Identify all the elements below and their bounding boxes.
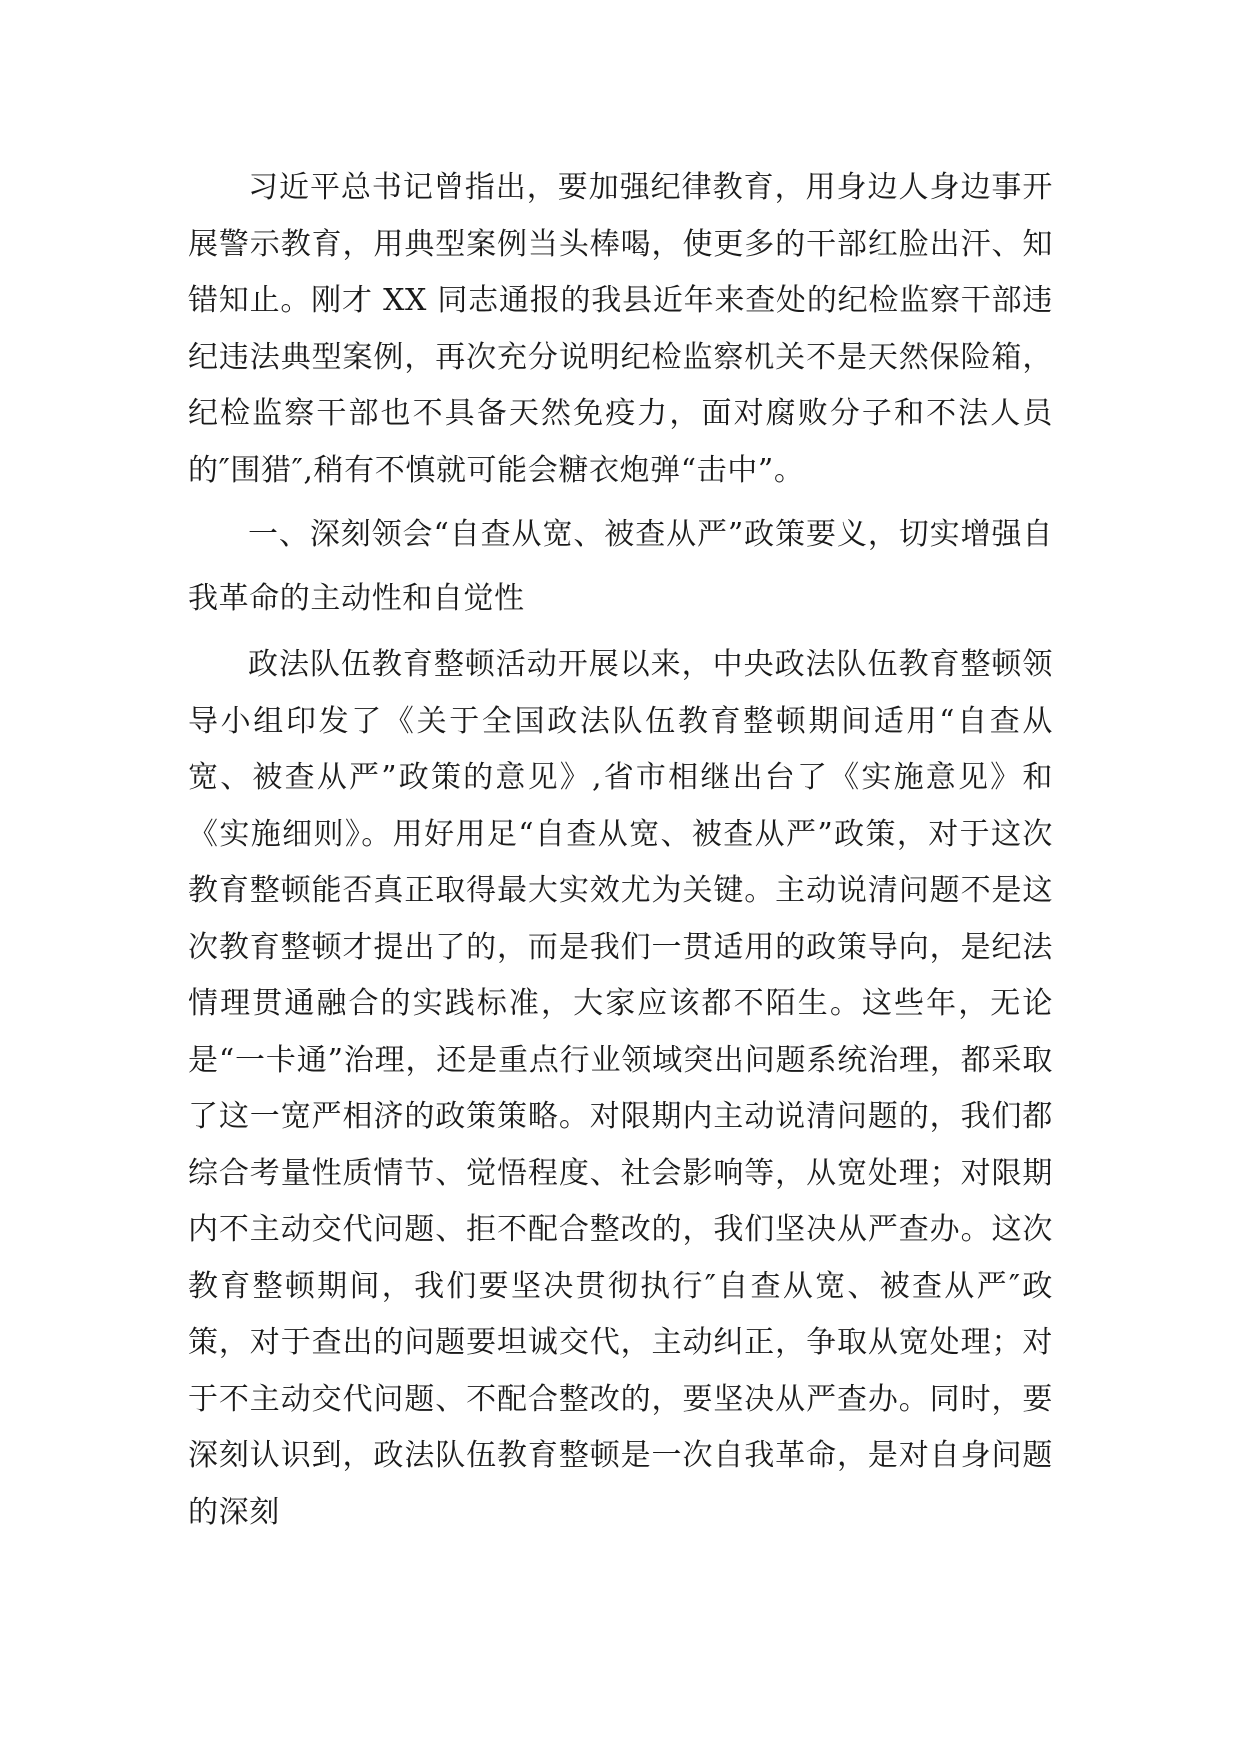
- section-heading-1: 一、深刻领会“自查从宽、被查从严”政策要义，切实增强自我革命的主动性和自觉性: [188, 517, 1053, 616]
- document-body: [188, 160, 1053, 1541]
- body-paragraph-1: 政法队伍教育整顿活动开展以来，中央政法队伍教育整顿领导小组印发了《关于全国政法队伍教育整顿期间适用“自查从宽、被查从严”政策的意见》,省市相继出台了《实施意见》和《实施细则》。用好用足“自查从宽、被查从严”政策，对于这次教育整顿能否真正取得最大实效尤为关键。主动说清问题不是这次教育整顿才提出了的，而是我们一贯适用的政策导向，是纪法情理贯通融合的实践标准，大家应该都不陌生。这些年，无论是“一卡通”治理，还是重点行业领域突出问题系统治理，都采取了这一宽严相济的政策策略。对限期内主动说清问题的，我们都综合考量性质情节、觉悟程度、社会影响等，从宽处理；对限期内不主动交代问题、拒不配合整改的，我们坚决从严查办。这次教育整顿期间，我们要坚决贯彻执行″自查从宽、被查从严″政策，对于查出的问题要坦诚交代，主动纠正，争取从宽处理；对于不主动交代问题、不配合整改的，要坚决从严查办。同时，要深刻认识到，政法队伍教育整顿是一次自我革命，是对自身问题的深刻: [188, 647, 1053, 1530]
- intro-paragraph: 习近平总书记曾指出，要加强纪律教育，用身边人身边事开展警示教育，用典型案例当头棒喝，使更多的干部红脸出汗、知错知止。刚才 XX 同志通报的我县近年来查处的纪检监察干部违纪违法典型案例，再次充分说明纪检监察机关不是天然保险箱，纪检监察干部也不具备天然免疫力，面对腐败分子和不法人员的″围猎″,稍有不慎就可能会糖衣炮弹“击中”。: [188, 170, 1053, 488]
